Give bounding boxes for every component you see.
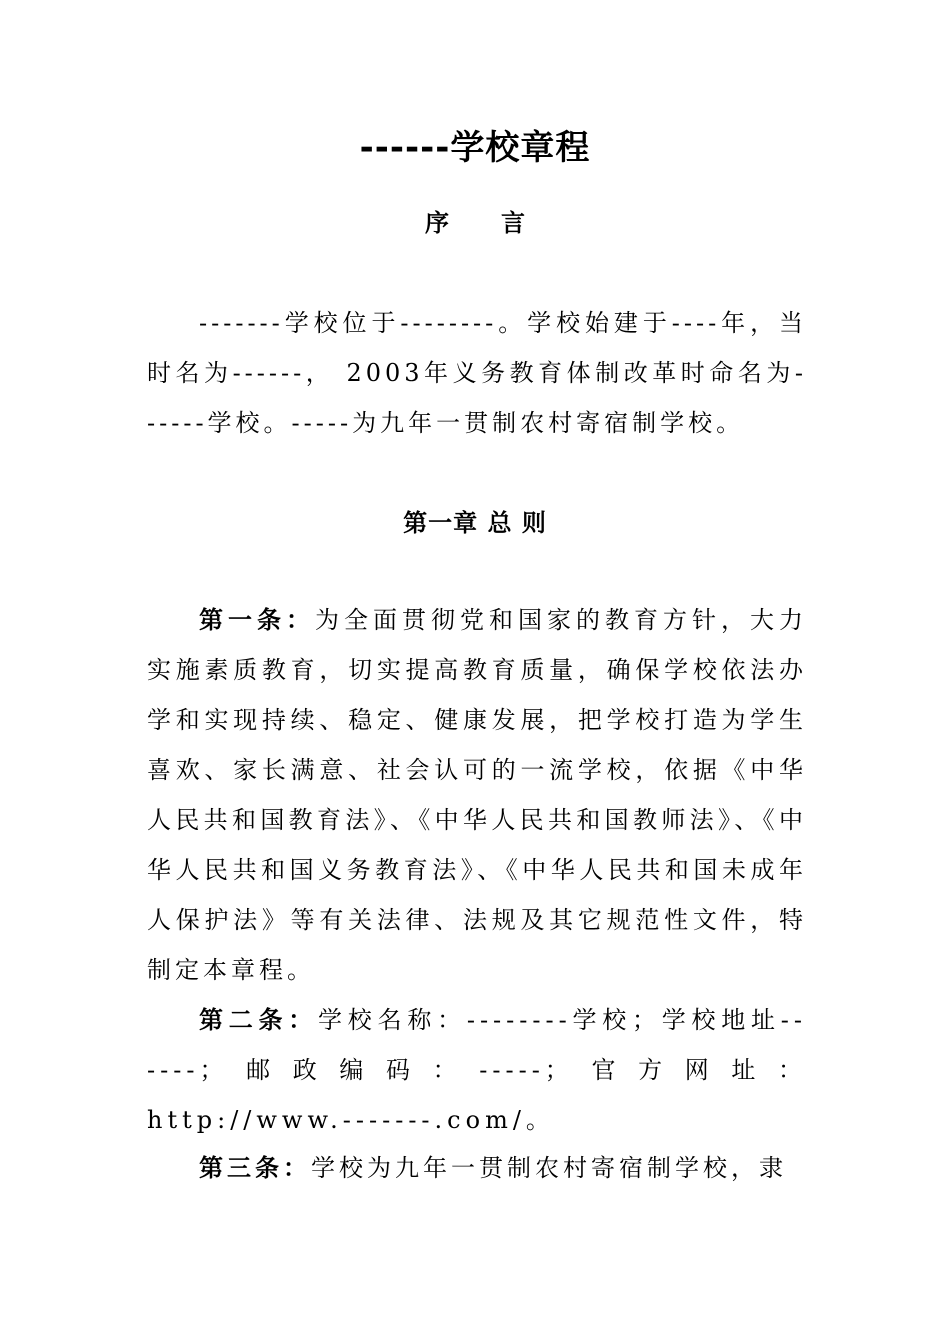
chapter-heading: 第一章 总 则 xyxy=(403,509,547,537)
article-2-label: 第二条： xyxy=(199,1006,319,1034)
article-1-paragraph xyxy=(147,595,807,995)
article-1-label: 第一条： xyxy=(199,606,315,634)
preface-heading: 序言 xyxy=(425,209,577,237)
article-2-text: 学校名称：--------学校；学校地址------；邮政编码：-----；官方网址：http://www.-------.com/。 xyxy=(147,1006,808,1134)
article-3-label: 第三条： xyxy=(199,1154,311,1182)
document-title: ------学校章程 xyxy=(359,128,591,168)
preface-paragraph: -------学校位于--------。学校始建于----年，当时名为------， 2003年义务教育体制改革时命名为------学校。-----为九年一贯制农村寄宿制学校。 xyxy=(147,309,807,437)
article-2-paragraph xyxy=(147,995,807,1145)
article-3-paragraph xyxy=(147,1143,807,1193)
article-3-text: 学校为九年一贯制农村寄宿制学校，隶 xyxy=(311,1154,787,1182)
article-1-text: 为全面贯彻党和国家的教育方针，大力实施素质教育，切实提高教育质量，确保学校依法办学和实现持续、稳定、健康发展，把学校打造为学生喜欢、家长满意、社会认可的一流学校，依据《中华人民共和国教育法》、《中华人民共和国教师法》、《中华人民共和国义务教育法》、《中华人民共和国未成年人保护法》等有关法律、法规及其它规范性文件，特制定本章程。 xyxy=(147,606,807,984)
